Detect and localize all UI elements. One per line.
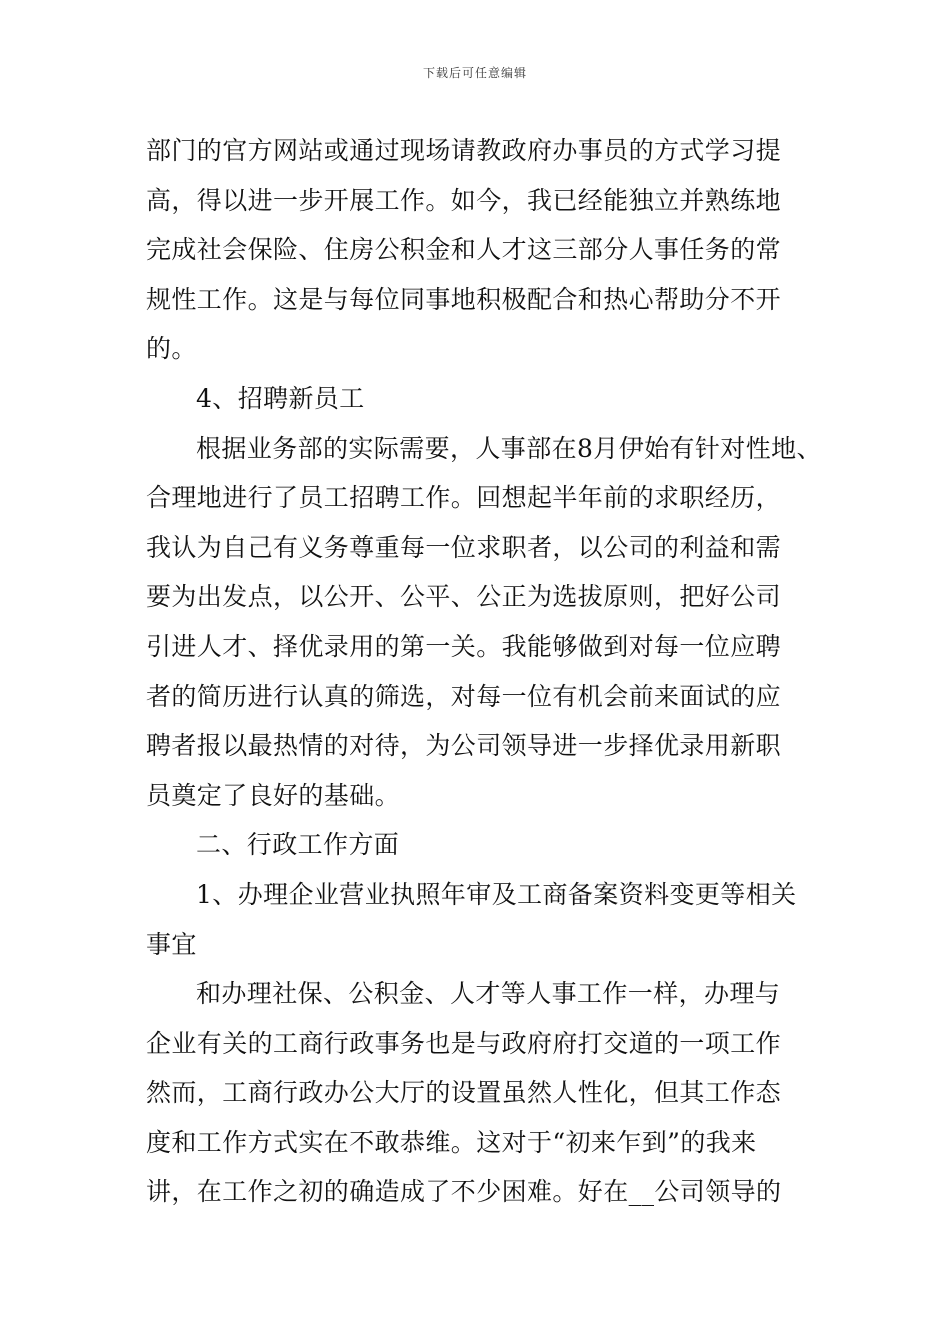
heading-text: 二、行政工作方面 [196,830,400,860]
text-line: 合理地进行了员工招聘工作。回想起半年前的求职经历， [146,483,782,513]
heading-text: 4、招聘新员工 [196,383,365,413]
text-line: 和办理社保、公积金、人才等人事工作一样，办理与 [196,979,781,1009]
text-line: 然而，工商行政办公大厅的设置虽然人性化，但其工作态 [146,1078,782,1108]
heading-text: 1、办理企业营业执照年审及工商备案资料变更等相关 [196,879,797,909]
paragraph-continuation [146,126,816,374]
subsection-heading-license [146,870,816,969]
text-line: 要为出发点，以公开、公平、公正为选拔原则，把好公司 [146,582,782,612]
section-heading-recruitment [146,374,816,424]
text-line: 企业有关的工商行政事务也是与政府府打交道的一项工作 [146,1028,782,1058]
section-heading-administration [146,820,816,870]
download-note: 下载后可任意编辑 [422,66,527,80]
text-line: 聘者报以最热情的对待，为公司领导进一步择优录用新职 [146,731,782,761]
paragraph-business-admin [146,969,816,1217]
text-line: 高，得以进一步开展工作。如今，我已经能独立并熟练地 [146,185,782,215]
text-line: 完成社会保险、住房公积金和人才这三部分人事任务的常 [146,235,782,265]
text-line: 规性工作。这是与每位同事地积极配合和热心帮助分不开 [146,284,782,314]
text-line: 我认为自己有义务尊重每一位求职者，以公司的利益和需 [146,532,782,562]
text-line: 员奠定了良好的基础。 [146,780,401,810]
text-line: 根据业务部的实际需要，人事部在8月伊始有针对性地、 [196,433,822,463]
text-line: 讲，在工作之初的确造成了不少困难。好在__公司领导的 [146,1177,782,1207]
text-line: 者的简历进行认真的筛选，对每一位有机会前来面试的应 [146,681,782,711]
paragraph-recruitment [146,424,822,821]
heading-text: 事宜 [146,929,197,959]
text-line: 部门的官方网站或通过现场请教政府办事员的方式学习提 [146,136,782,165]
document-body [146,126,822,1217]
text-line: 引进人才、择优录用的第一关。我能够做到对每一位应聘 [146,631,782,661]
text-line: 度和工作方式实在不敢恭维。这对于“初来乍到”的我来 [146,1127,757,1157]
text-line: 的。 [146,334,197,364]
